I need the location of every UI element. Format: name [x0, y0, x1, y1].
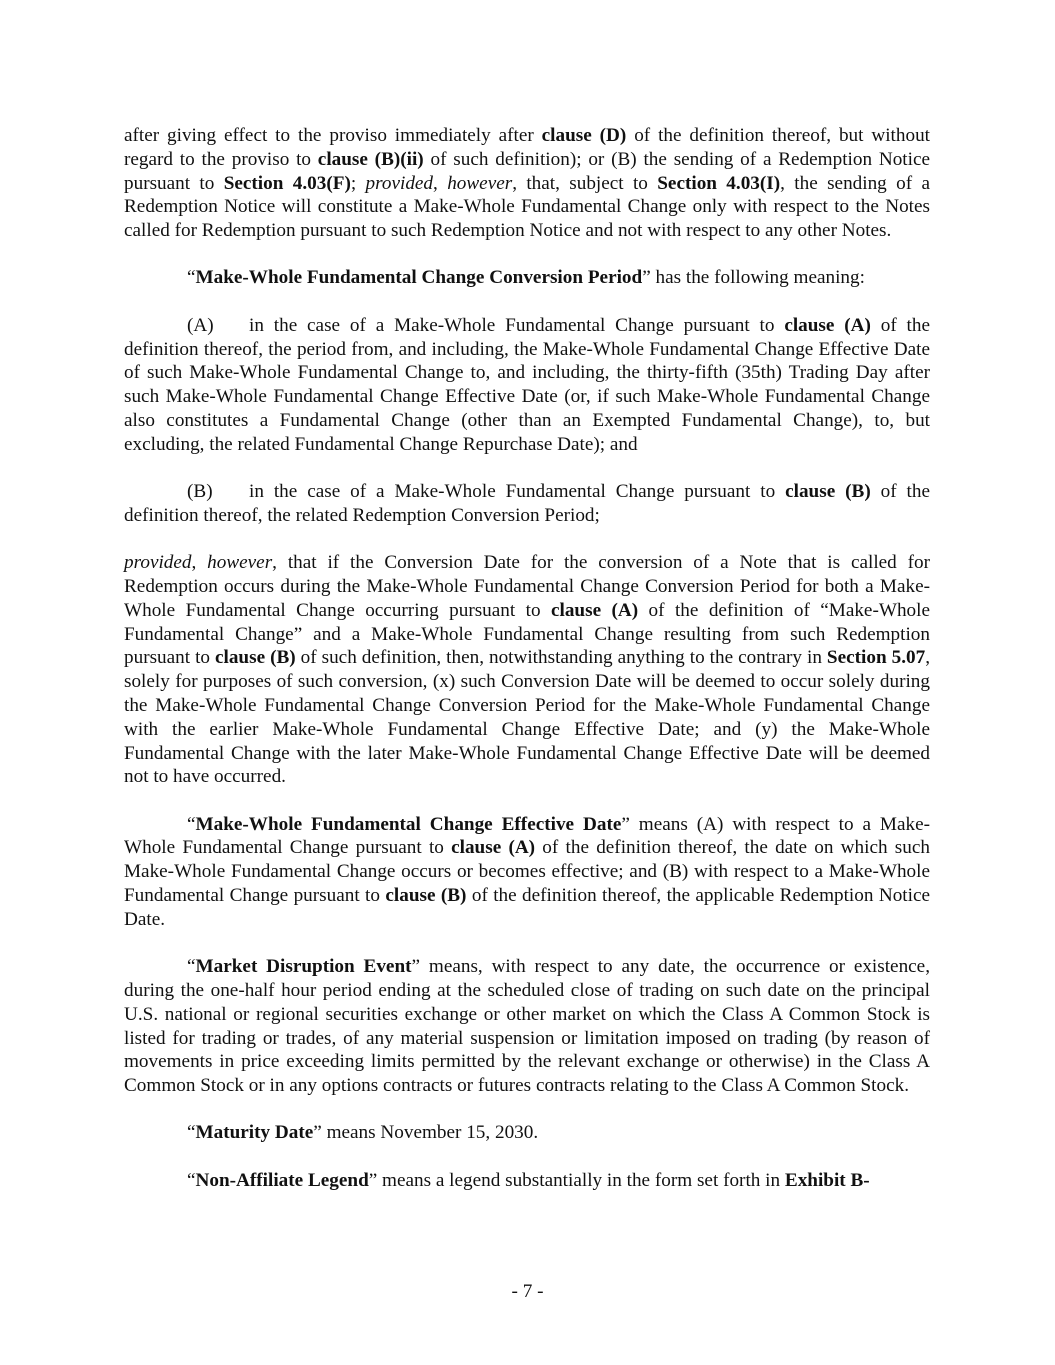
text: “ [187, 956, 196, 978]
italic-term: however [207, 552, 273, 574]
bold-reference: Section 5.07 [826, 647, 926, 669]
text: of the definition thereof, the period from, and including, the Make-Whole Fundamental Change Effective Date of such Make-Whole Fundamental Change to, and including, the thirty-fifth (35th) Trading Day after such Make-Whole Fundamental Change Effective Date (or, if such Make-Whole Fundamental Change also constitutes a Fundamental Change (other than an Exempted Fundamental Change), to, but excluding, the related Fundamental Change Repurchase Date); and [124, 314, 930, 455]
text: after giving effect to the proviso immediately after [124, 125, 542, 146]
definition-maturity-date [124, 1121, 930, 1145]
text: in the case of a Make-Whole Fundamental Change pursuant to [249, 481, 786, 503]
text: “ [187, 1169, 196, 1191]
bold-reference: clause (B) [385, 885, 467, 907]
text: in the case of a Make-Whole Fundamental Change pursuant to [249, 314, 785, 336]
text: “ [187, 267, 196, 289]
bold-reference: Exhibit B- [784, 1169, 870, 1191]
text: ” means November 15, 2030. [313, 1122, 539, 1144]
clause-label: (A) [187, 314, 214, 336]
text: “ [187, 813, 196, 835]
clause-label: (B) [187, 481, 213, 503]
bold-reference: clause (A) [550, 599, 639, 621]
italic-term: provided [124, 552, 192, 574]
text: ” means, with respect to any date, the occurrence or existence, during the one-half hour period ending at the scheduled close of trading on such date on the principal U.S. national or regional securities exchange or other market on which the Class A Common Stock is listed for trading or trades, of any material suspension or limitation imposed on trading (by reason of movements in price exceeding limits permitted by the relevant exchange or otherwise) in the Class A Common Stock or in any options contracts or futures contracts relating to the Class A Common Stock. [124, 956, 930, 1097]
bold-reference: Section 4.03(I) [657, 172, 781, 194]
bold-reference: clause (B) [785, 481, 871, 503]
text: , solely for purposes of such conversion, (x) such Conversion Date will be deemed to occur solely during the Make-Whole Fundamental Change Conversion Period for the Make-Whole Fundamental Change with the earlier Make-Whole Fundamental Change Effective Date; and (y) the Make-Whole Fundamental Change with the later Make-Whole Fundamental Change Effective Date will be deemed not to have occurred. [124, 647, 930, 788]
bold-reference: clause (B) [214, 647, 296, 669]
text: “ [187, 1122, 196, 1144]
text: of such definition, then, notwithstanding anything to the contrary in [295, 647, 827, 669]
definition-non-affiliate-legend [124, 1169, 930, 1193]
bold-reference: clause (A) [784, 314, 871, 336]
text: , that if the Conversion Date for the conversion of a Note that is called for Redemption occurs during the Make-Whole Fundamental Change Conversion Period for both a Make-Whole Fundamental Change occurring pursuant to [124, 552, 931, 621]
definition-effective-date [124, 813, 930, 932]
defined-term: Make-Whole Fundamental Change Effective Date [195, 813, 622, 835]
proviso-paragraph [124, 551, 930, 789]
text: , [191, 552, 208, 574]
defined-term: Make-Whole Fundamental Change Conversion Period [195, 267, 643, 289]
text: , [433, 172, 448, 194]
text: ” means a legend substantially in the form set forth in [368, 1169, 785, 1191]
bold-reference: Section 4.03(F) [223, 172, 351, 194]
defined-term: Market Disruption Event [195, 956, 412, 978]
bold-reference: clause (A) [451, 837, 536, 859]
text: of the definition of “Make-Whole Fundamental Change” and a Make-Whole Fundamental Change resulting from such Redemption pursuant to [124, 599, 930, 669]
text: ; [350, 172, 366, 194]
page-number: - 7 - [511, 1281, 544, 1302]
text: of the definition thereof, the applicable Redemption Notice Date. [124, 885, 930, 930]
text: of the definition thereof, the related Redemption Conversion Period; [124, 481, 930, 526]
text: of the definition thereof, the date on which such Make-Whole Fundamental Change occurs or becomes effective; and (B) with respect to a Make-Whole Fundamental Change pursuant to [124, 837, 930, 907]
italic-term: however [447, 172, 513, 194]
paragraph-make-whole-fundamental-change-continued [124, 124, 930, 243]
text: of the definition thereof, but without regard to the proviso to [124, 125, 930, 170]
text: ” has the following meaning: [642, 267, 865, 289]
sub-clause-b [124, 480, 930, 528]
text: , the sending of a Redemption Notice will constitute a Make-Whole Fundamental Change only with respect to the Notes called for Redemption pursuant to such Redemption Notice and not with respect to any other Notes. [124, 172, 930, 242]
bold-reference: clause (B)(ii) [317, 148, 424, 170]
text: ” means (A) with respect to a Make-Whole Fundamental Change pursuant to [124, 813, 931, 859]
definition-market-disruption-event [124, 955, 930, 1098]
text: of such definition); or (B) the sending of a Redemption Notice pursuant to [124, 148, 930, 194]
bold-reference: clause (D) [541, 125, 627, 146]
italic-term: provided [365, 172, 434, 194]
sub-clause-a [124, 314, 930, 457]
defined-term: Non-Affiliate Legend [195, 1169, 369, 1191]
defined-term: Maturity Date [195, 1122, 314, 1144]
definition-conversion-period [124, 266, 930, 290]
text: , that, subject to [512, 172, 658, 194]
document-body [124, 124, 930, 1216]
